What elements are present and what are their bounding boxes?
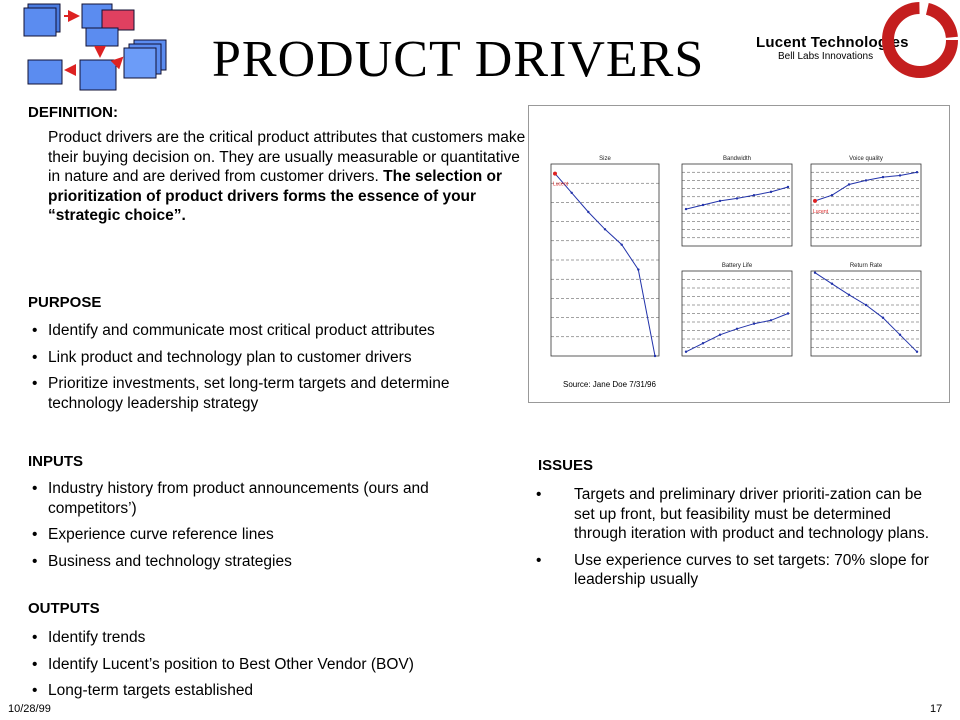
purpose-item: • Identify and communicate most critical product attributes (32, 321, 522, 341)
issues-list (536, 485, 936, 597)
innovation-ring-logo-icon (876, 0, 960, 84)
definition-bold-text: The selection or prioritization of product drivers forms the essence of your “strategic choice”. (48, 168, 503, 224)
footer-page-number: 17 (930, 703, 943, 715)
process-diagram-graphic (14, 2, 170, 92)
issues-item: • Targets and preliminary driver prioriti-zation can be set up front, but feasibility must be determined through iteration with product and technology plans. (536, 485, 936, 544)
outputs-item: • Identify trends (32, 628, 522, 648)
chart-title: Size (599, 156, 611, 162)
chart-source-note: Source: Jane Doe 7/31/96 (563, 380, 656, 389)
chart-marker-point (813, 199, 817, 203)
definition-plain-text: Product drivers are the critical product attributes that customers make their buying decision on. They are usually measurable or quantitative in nature and are derived from customer drivers. (48, 129, 526, 185)
definition-heading: DEFINITION: (28, 104, 118, 121)
outputs-item: • Identify Lucent’s position to Best Other Vendor (BOV) (32, 655, 522, 675)
outputs-item: • Long-term targets established (32, 681, 522, 701)
outputs-heading: OUTPUTS (28, 600, 100, 617)
inputs-item: • Business and technology strategies (32, 552, 512, 572)
purpose-list (32, 321, 522, 420)
chart-title: Bandwidth (722, 156, 752, 162)
inputs-list (32, 479, 512, 578)
logo-line-1: Lucent Technologies (756, 34, 909, 51)
charts-svg (529, 106, 949, 402)
chart-title: Battery Life (721, 263, 753, 269)
slide-title: PRODUCT DRIVERS (212, 31, 705, 88)
chart-marker-label: Lucent (813, 208, 829, 215)
purpose-item: • Prioritize investments, set long-term targets and determine technology leadership strategy (32, 374, 522, 413)
product-driver-charts-panel (528, 105, 950, 403)
logo-line-2: Bell Labs Innovations (778, 51, 874, 62)
purpose-heading: PURPOSE (28, 294, 102, 311)
issues-heading: ISSUES (538, 457, 594, 474)
definition-text (48, 128, 526, 226)
chart-marker-point (553, 172, 557, 176)
chart-marker-label: Lucent (553, 181, 569, 188)
chart-title: Voice quality (849, 156, 883, 162)
footer-date: 10/28/99 (8, 703, 51, 715)
chart-title: Return Rate (849, 263, 883, 269)
inputs-item: • Industry history from product announcements (ours and competitors’) (32, 479, 512, 518)
inputs-heading: INPUTS (28, 453, 84, 470)
inputs-item: • Experience curve reference lines (32, 525, 512, 545)
outputs-list (32, 628, 522, 708)
purpose-item: • Link product and technology plan to customer drivers (32, 348, 522, 368)
issues-item: • Use experience curves to set targets: 70% slope for leadership usually (536, 551, 936, 590)
